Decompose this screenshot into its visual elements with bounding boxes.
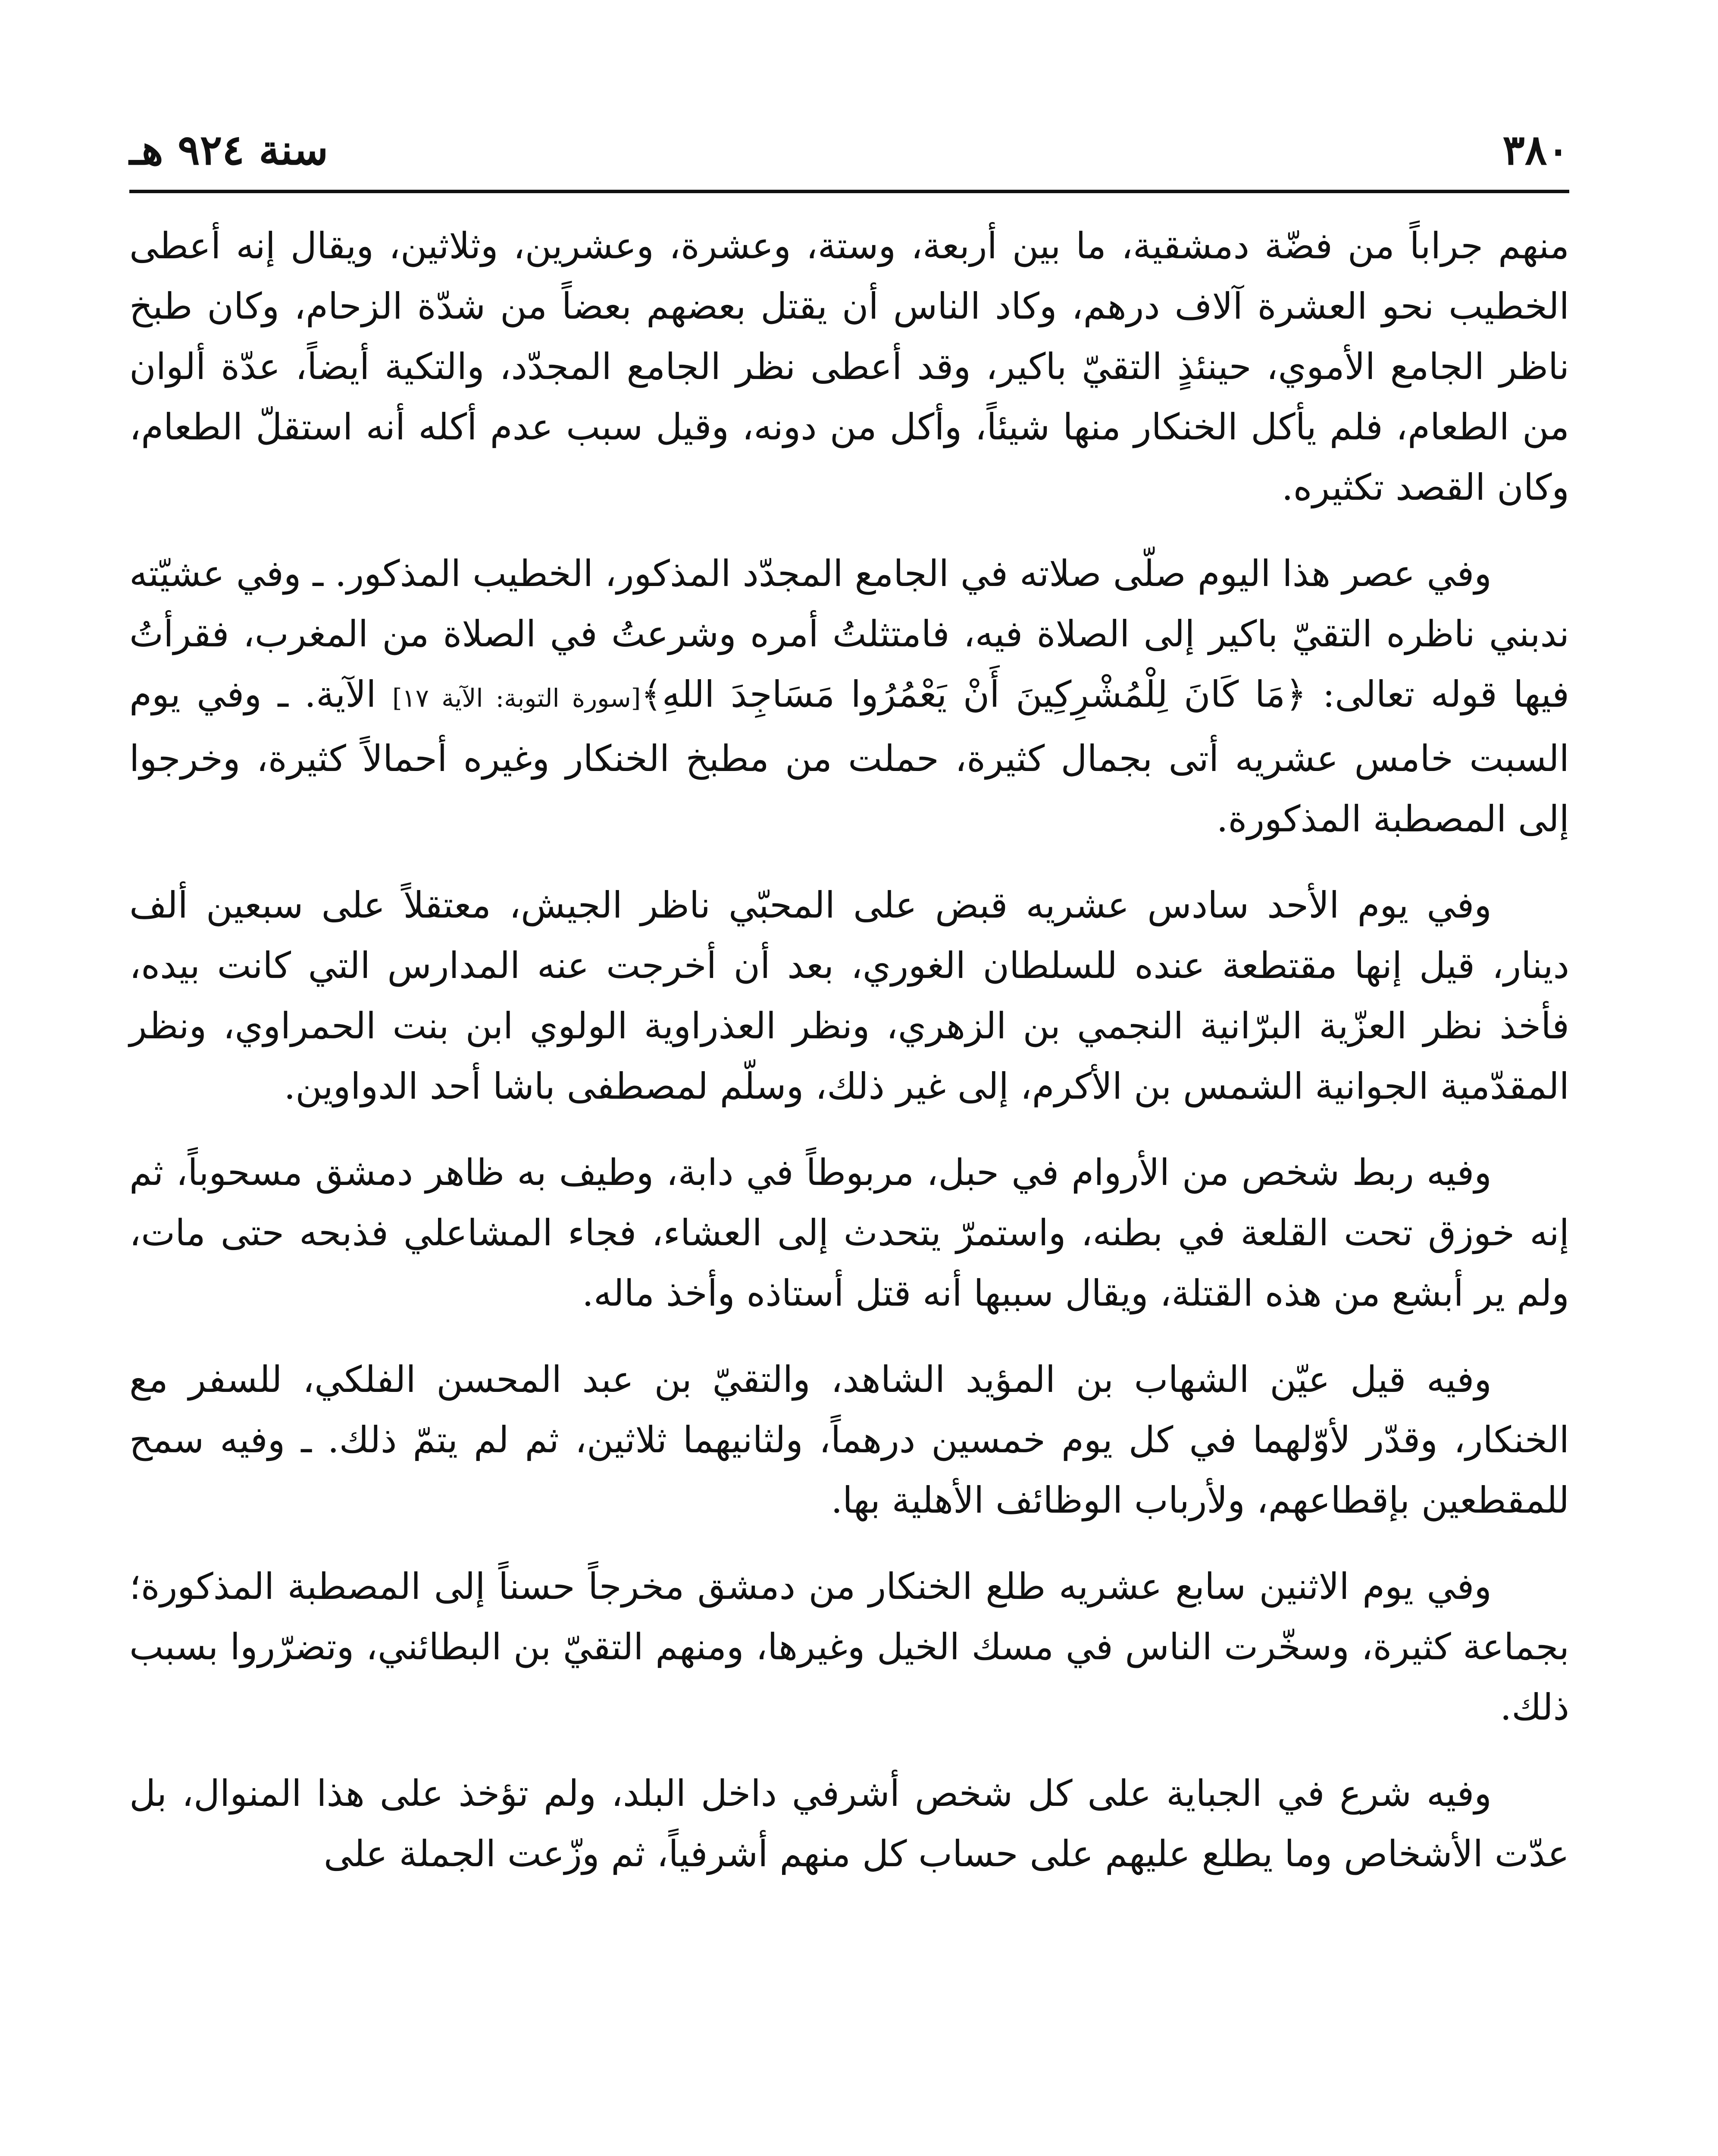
- paragraph-4: وفيه ربط شخص من الأروام في حبل، مربوطاً في دابة، وطيف به ظاهر دمشق مسحوباً، ثم إنه خوزق تحت القلعة في بطنه، واستمرّ يتحدث إلى العشاء، فجاء المشاعلي فذبحه حتى مات، ولم ير أبشع من هذه القتلة، ويقال سببها أنه قتل أستاذه وأخذ ماله.: [129, 1151, 1569, 1314]
- paragraph-3: وفي يوم الأحد سادس عشريه قبض على المحبّي ناظر الجيش، معتقلاً على سبعين ألف دينار، قيل إنها مقتطعة عنده للسلطان الغوري، بعد أن أخرجت عنه المدارس التي كانت بيده، فأخذ نظر العزّية البرّانية النجمي بن الزهري، ونظر العذراوية الولوي ابن بنت الحمراوي، ونظر المقدّمية الجوانية الشمس بن الأكرم، إلى غير ذلك، وسلّم لمصطفى باشا أحد الدواوين.: [129, 884, 1569, 1107]
- page-number: ٣٨٠: [1502, 125, 1569, 174]
- paragraph-5: وفيه قيل عيّن الشهاب بن المؤيد الشاهد، والتقيّ بن عبد المحسن الفلكي، للسفر مع الخنكار، وقدّر لأوّلهما في كل يوم خمسين درهماً، ولثانيهما ثلاثين، ثم لم يتمّ ذلك. ـ وفيه سمح للمقطعين بإقطاعهم، ولأرباب الوظائف الأهلية بها.: [129, 1358, 1569, 1521]
- paragraph-2: [129, 543, 1569, 849]
- paragraph-2-text-b: الآية. ـ وفي يوم السبت خامس عشريه أتى بجمال كثيرة، حملت من مطبخ الخنكار وغيره أحمالاً كثيرة، وخرجوا إلى المصطبة المذكورة.: [129, 673, 1569, 840]
- page-header: [129, 121, 1569, 185]
- paragraph-6: وفي يوم الاثنين سابع عشريه طلع الخنكار من دمشق مخرجاً حسناً إلى المصطبة المذكورة؛ بجماعة كثيرة، وسخّرت الناس في مسك الخيل وغيرها، ومنهم التقيّ بن البطائني، وتضرّروا بسبب ذلك.: [129, 1565, 1569, 1728]
- paragraph-2-text-a: وفي عصر هذا اليوم صلّى صلاته في الجامع المجدّد المذكور، الخطيب المذكور. ـ وفي عشيّته ندبني ناظره التقيّ باكير إلى الصلاة فيه، فامتثلتُ أمره وشرعتُ في الصلاة من المغرب، فقرأتُ فيها قوله تعالى: ﴿مَا كَانَ لِلْمُشْرِكِينَ أَنْ يَعْمُرُوا مَسَاجِدَ اللهِ﴾: [129, 552, 1570, 715]
- paragraph-7: وفيه شرع في الجباية على كل شخص أشرفي داخل البلد، ولم تؤخذ على هذا المنوال، بل عدّت الأشخاص وما يطلع عليهم على حساب كل منهم أشرفياً، ثم وزّعت الجملة على: [129, 1772, 1569, 1875]
- header-rule: [129, 190, 1569, 193]
- running-head-year: سنة ٩٢٤ هـ: [129, 125, 329, 174]
- body-text: [129, 216, 1569, 1884]
- paragraph-1: منهم جراباً من فضّة دمشقية، ما بين أربعة، وستة، وعشرة، وعشرين، وثلاثين، ويقال إنه أعطى الخطيب نحو العشرة آلاف درهم، وكاد الناس أن يقتل بعضهم بعضاً من شدّة الزحام، وكان طبخ ناظر الجامع الأموي، حينئذٍ التقيّ باكير، وقد أعطى نظر الجامع المجدّد، والتكية أيضاً، عدّة ألوان من الطعام، فلم يأكل الخنكار منها شيئاً، وأكل من دونه، وقيل سبب عدم أكله أنه استقلّ الطعام، وكان القصد تكثيره.: [129, 225, 1569, 508]
- quran-citation: [سورة التوبة: الآية ١٧]: [392, 683, 641, 713]
